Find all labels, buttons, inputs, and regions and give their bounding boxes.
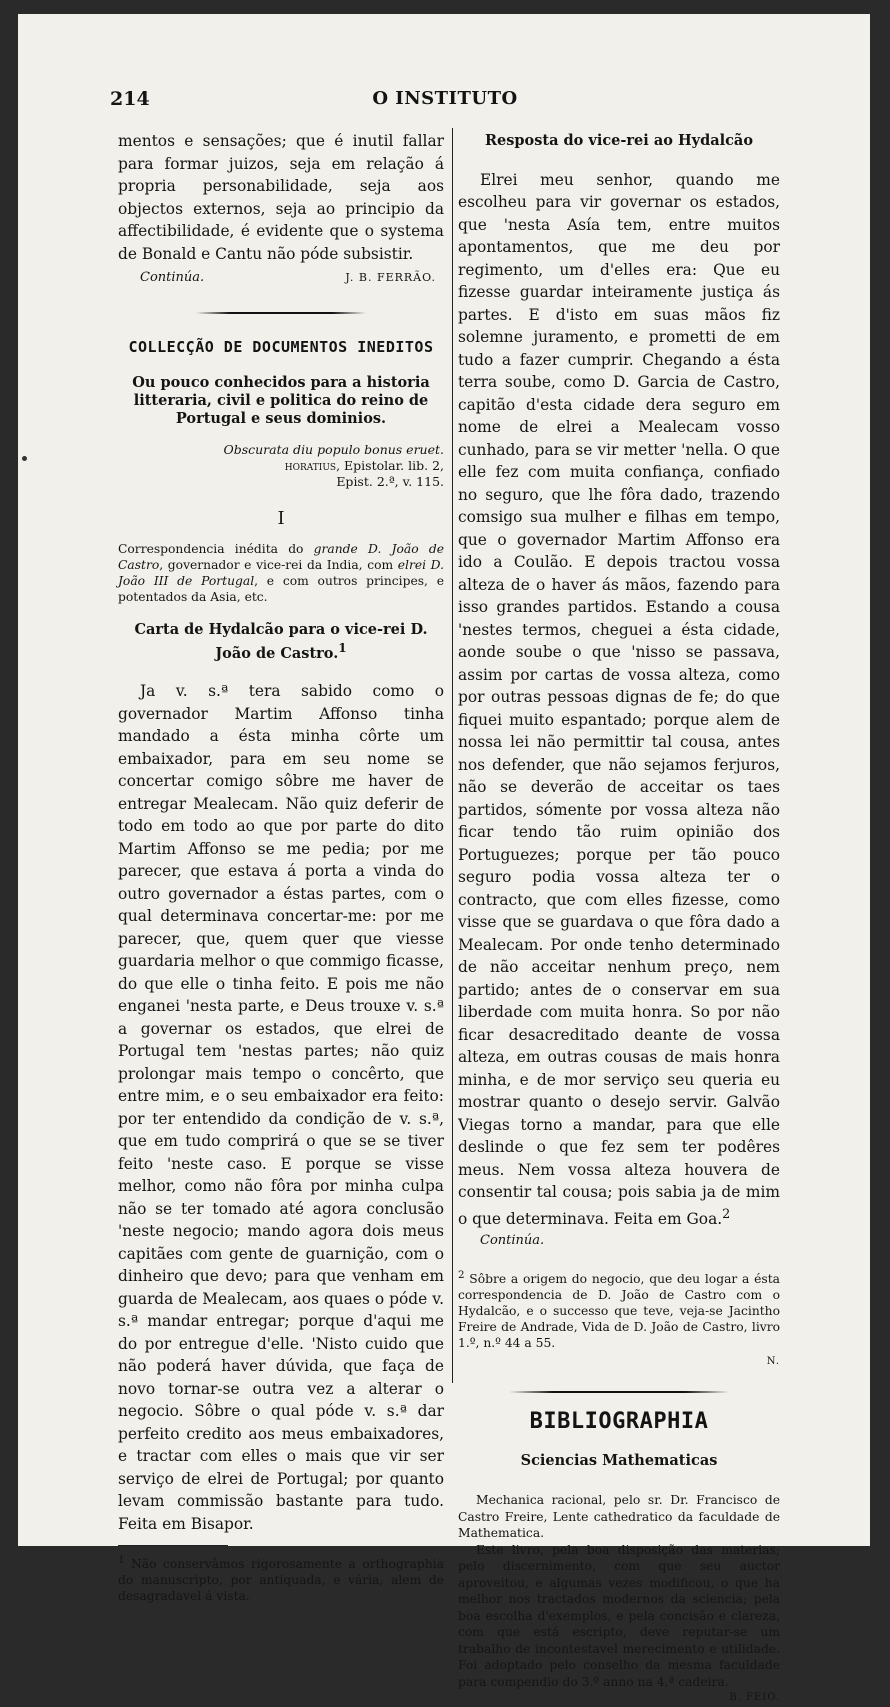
footnote-signature: N. <box>766 1355 780 1367</box>
column-rule <box>452 128 453 1383</box>
continuation-line <box>458 1230 780 1253</box>
epigraph-quote: Obscurata diu populo bonus eruet. <box>223 442 444 457</box>
bibliography-title: BIBLIOGRAPHIA <box>529 1409 709 1435</box>
reviewer-signature: B. FEIO. <box>729 1692 780 1704</box>
review-text: Este livro, pela boa disposição das materias; pelo discernimento, com que seu auctor aproveitou, e algumas vezes modificou, o que ha melhor nos tractados modernos da sciencia; pela boa escolha d'exemplos, e pela concisão e clareza, com que está escripto, deve reputar-se um trabalho de incontestavel merecimento e utilidade. Foi adoptado pelo conselho da mesma faculdade para compendio do 3.º anno na 4.ª cadeira. <box>458 1542 780 1689</box>
footnote-rule <box>118 1545 228 1546</box>
epigraph <box>118 442 444 490</box>
letter-title-text: Carta de Hydalcão para o vice-rei D. João de Castro. <box>134 620 428 662</box>
footnote <box>118 1552 444 1604</box>
bibliography-entry <box>458 1492 780 1704</box>
reply-heading: Resposta do vice-rei ao Hydalcão <box>484 132 754 149</box>
reply-text: Elrei meu senhor, quando me escolheu para vir governar os estados, que 'nesta Asía tem, entre muitos apontamentos, que me deu por regimento, um d'elles era: Que eu fizesse guardar inteiramente justiça ás partes. E d'isto em suas mãos fiz solemne juramento, e prometti de em tudo a fazer cumprir. Chegando a ésta terra soube, como D. Garcia de Castro, capitão d'esta cidade dera seguro em nome de elrei a Mealecam vosso cunhado, para se vir metter 'nella. O que elle fez com muita confiança, confiado no seguro, que lhe fôra dado, trazendo comsigo sua mulher e filhas em tempo, que o governador Martim Affonso era ido a Coulão. E depois tractou vossa alteza de o haver ás mãos, fazendo para isso grandes partidos. Estando a cousa 'nestes termos, cheguei a ésta cidade, aonde soube o que 'nisso se passava, assim por cartas de vossa alteza, como por outras pessoas dignas de fe; do que fiquei muito espantado; porque alem de nossa lei não permittir tal cousa, antes nos defender, que não sejamos ferjuros, não se deverão de acceitar os taes partidos, sómente por vossa alteza não ficar tendo tão ruim opinião dos Portuguezes; porque per tão pouco seguro podia vossa alteza ter o contracto, que com elles fizesse, como visse que se guardava o que fôra dado a Mealecam. Por onde tenho determinado de não acceitar nenhum preço, nem partido; antes de o conservar em sua liberdade com muita honra. So por não ficar desacreditado deante de vossa alteza, em outras cousas de mais honra minha, e de mor serviço seu queria eu mostrar quanto o desejo servir. Galvão Viegas torno a mandar, para que elle deslinde o que fez sem ter podêres meus. Nem vossa alteza houvera de consentir tal cousa; pois sabia ja de mim o que determinava. Feita em Goa. <box>458 170 780 1228</box>
document-description <box>118 541 444 605</box>
book-review <box>458 1542 780 1704</box>
left-column <box>118 130 444 1604</box>
epigraph-reference: Epist. 2.ª, v. 115. <box>336 474 444 489</box>
right-column <box>458 130 780 1707</box>
footnote-ref: 1 <box>338 640 347 655</box>
page-number: 214 <box>110 88 150 110</box>
footnote-ref: 2 <box>722 1206 731 1222</box>
footnote-text: Não conservâmos rigorosamente a orthographia do manuscripto, por antiquada, e vária, alem de desagradavel á vista. <box>118 1557 444 1604</box>
letter-body: Ja v. s.ª tera sabido como o governador Martim Affonso tinha mandado a ésta minha côrte um embaixador, para em seu nome se concertar comigo sôbre me haver de entregar Mealecam. Não quiz deferir de todo em todo ao que por parte do dito Martim Affonso se me pedia; por me parecer, que estava á porta a vinda do outro governador a éstas partes, com o qual determinava concertar-me: por me parecer, que, quem quer que viesse guardaria melhor o que commigo ficasse, do que elle o tinha feito. E pois me não enganei 'nesta parte, e Deus trouxe v. s.ª a governar os estados, que elrei de Portugal tem 'nestas partes; não quiz prolongar mais tempo o concêrto, que entre mim, e o seu embaixador era feito: por ter entendido da condição de v. s.ª, que em tudo comprirá o que se se tiver feito 'neste caso. E porque se visse melhor, como não fôra por minha culpa não se ter tomado até agora conclusão 'neste negocio; mando agora dois meus capitães com gente de guarnição, com o dinheiro que devo; para que venham em guarda de Mealecam, aos quaes o póde v. s.ª mandar entregar; porque d'aqui me do por entregue d'elle. 'Nisto cuido que não poderá haver dúvida, que faça de novo tornar-se outra vez a alterar o negocio. Sôbre o qual póde v. s.ª dar perfeito credito aos meus embaixadores, e tractar com elles o mais que vir ser serviço de elrei de Portugal; por quanto levam commissão bastante para tudo. Feita em Bisapor. <box>118 682 444 1533</box>
section-subtitle: Ou pouco conhecidos para a historia litteraria, civil e politica do reino de Portugal e seus dominios. <box>132 374 430 427</box>
footnote-text: Sôbre a origem do negocio, que deu logar a ésta correspondencia de D. João de Castro com o Hydalcão, e o successo que teve, veja-se Jacintho Freire de Andrade, Vida de D. João de Castro, livro 1.º, n.º 44 a 55. <box>458 1271 780 1350</box>
letter-title <box>118 621 444 663</box>
section-divider <box>196 312 366 314</box>
footnote-mark: 2 <box>458 1268 465 1281</box>
document-number: I <box>277 508 285 529</box>
section-divider <box>509 1391 729 1393</box>
continua-label: Continúa. <box>480 1233 545 1249</box>
description-italic: elrei D. João III de Portugal <box>118 557 444 588</box>
description-text: Correspondencia inédita do <box>118 541 314 556</box>
author-signature: J. B. FERRÃO. <box>345 271 436 284</box>
description-italic: grande D. João de Castro <box>118 541 444 572</box>
section-title: COLLECÇÃO DE DOCUMENTOS INEDITOS <box>128 337 434 356</box>
description-text: , governador e vice-rei da India, com <box>159 557 398 572</box>
book-citation: Mechanica racional, pelo sr. Dr. Francisco de Castro Freire, Lente cathedratico da faculdade de Mathematica. <box>458 1493 780 1541</box>
footnote <box>458 1267 780 1351</box>
bibliography-subtitle: Sciencias Mathematicas <box>520 1451 718 1469</box>
footnote-mark: 1 <box>118 1554 125 1567</box>
epigraph-author: horatius <box>284 458 337 473</box>
reply-body <box>458 169 780 1231</box>
running-title: O INSTITUTO <box>372 88 518 109</box>
ink-dot <box>22 456 27 461</box>
epigraph-work: , Epistolar. lib. 2, <box>336 458 444 473</box>
epigraph-source <box>118 458 444 474</box>
continua-label: Continúa. <box>140 270 205 285</box>
continuation-line <box>118 267 444 290</box>
intro-paragraph: mentos e sensações; que é inutil fallar para formar juizos, seja em relação á propria personabilidade, seja aos objectos externos, seja ao principio da affectibilidade, é evidente que o systema de Bonald e Cantu não póde subsistir. <box>118 132 444 263</box>
description-text: , e com outros principes, e potentados da Asia, etc. <box>118 573 444 604</box>
